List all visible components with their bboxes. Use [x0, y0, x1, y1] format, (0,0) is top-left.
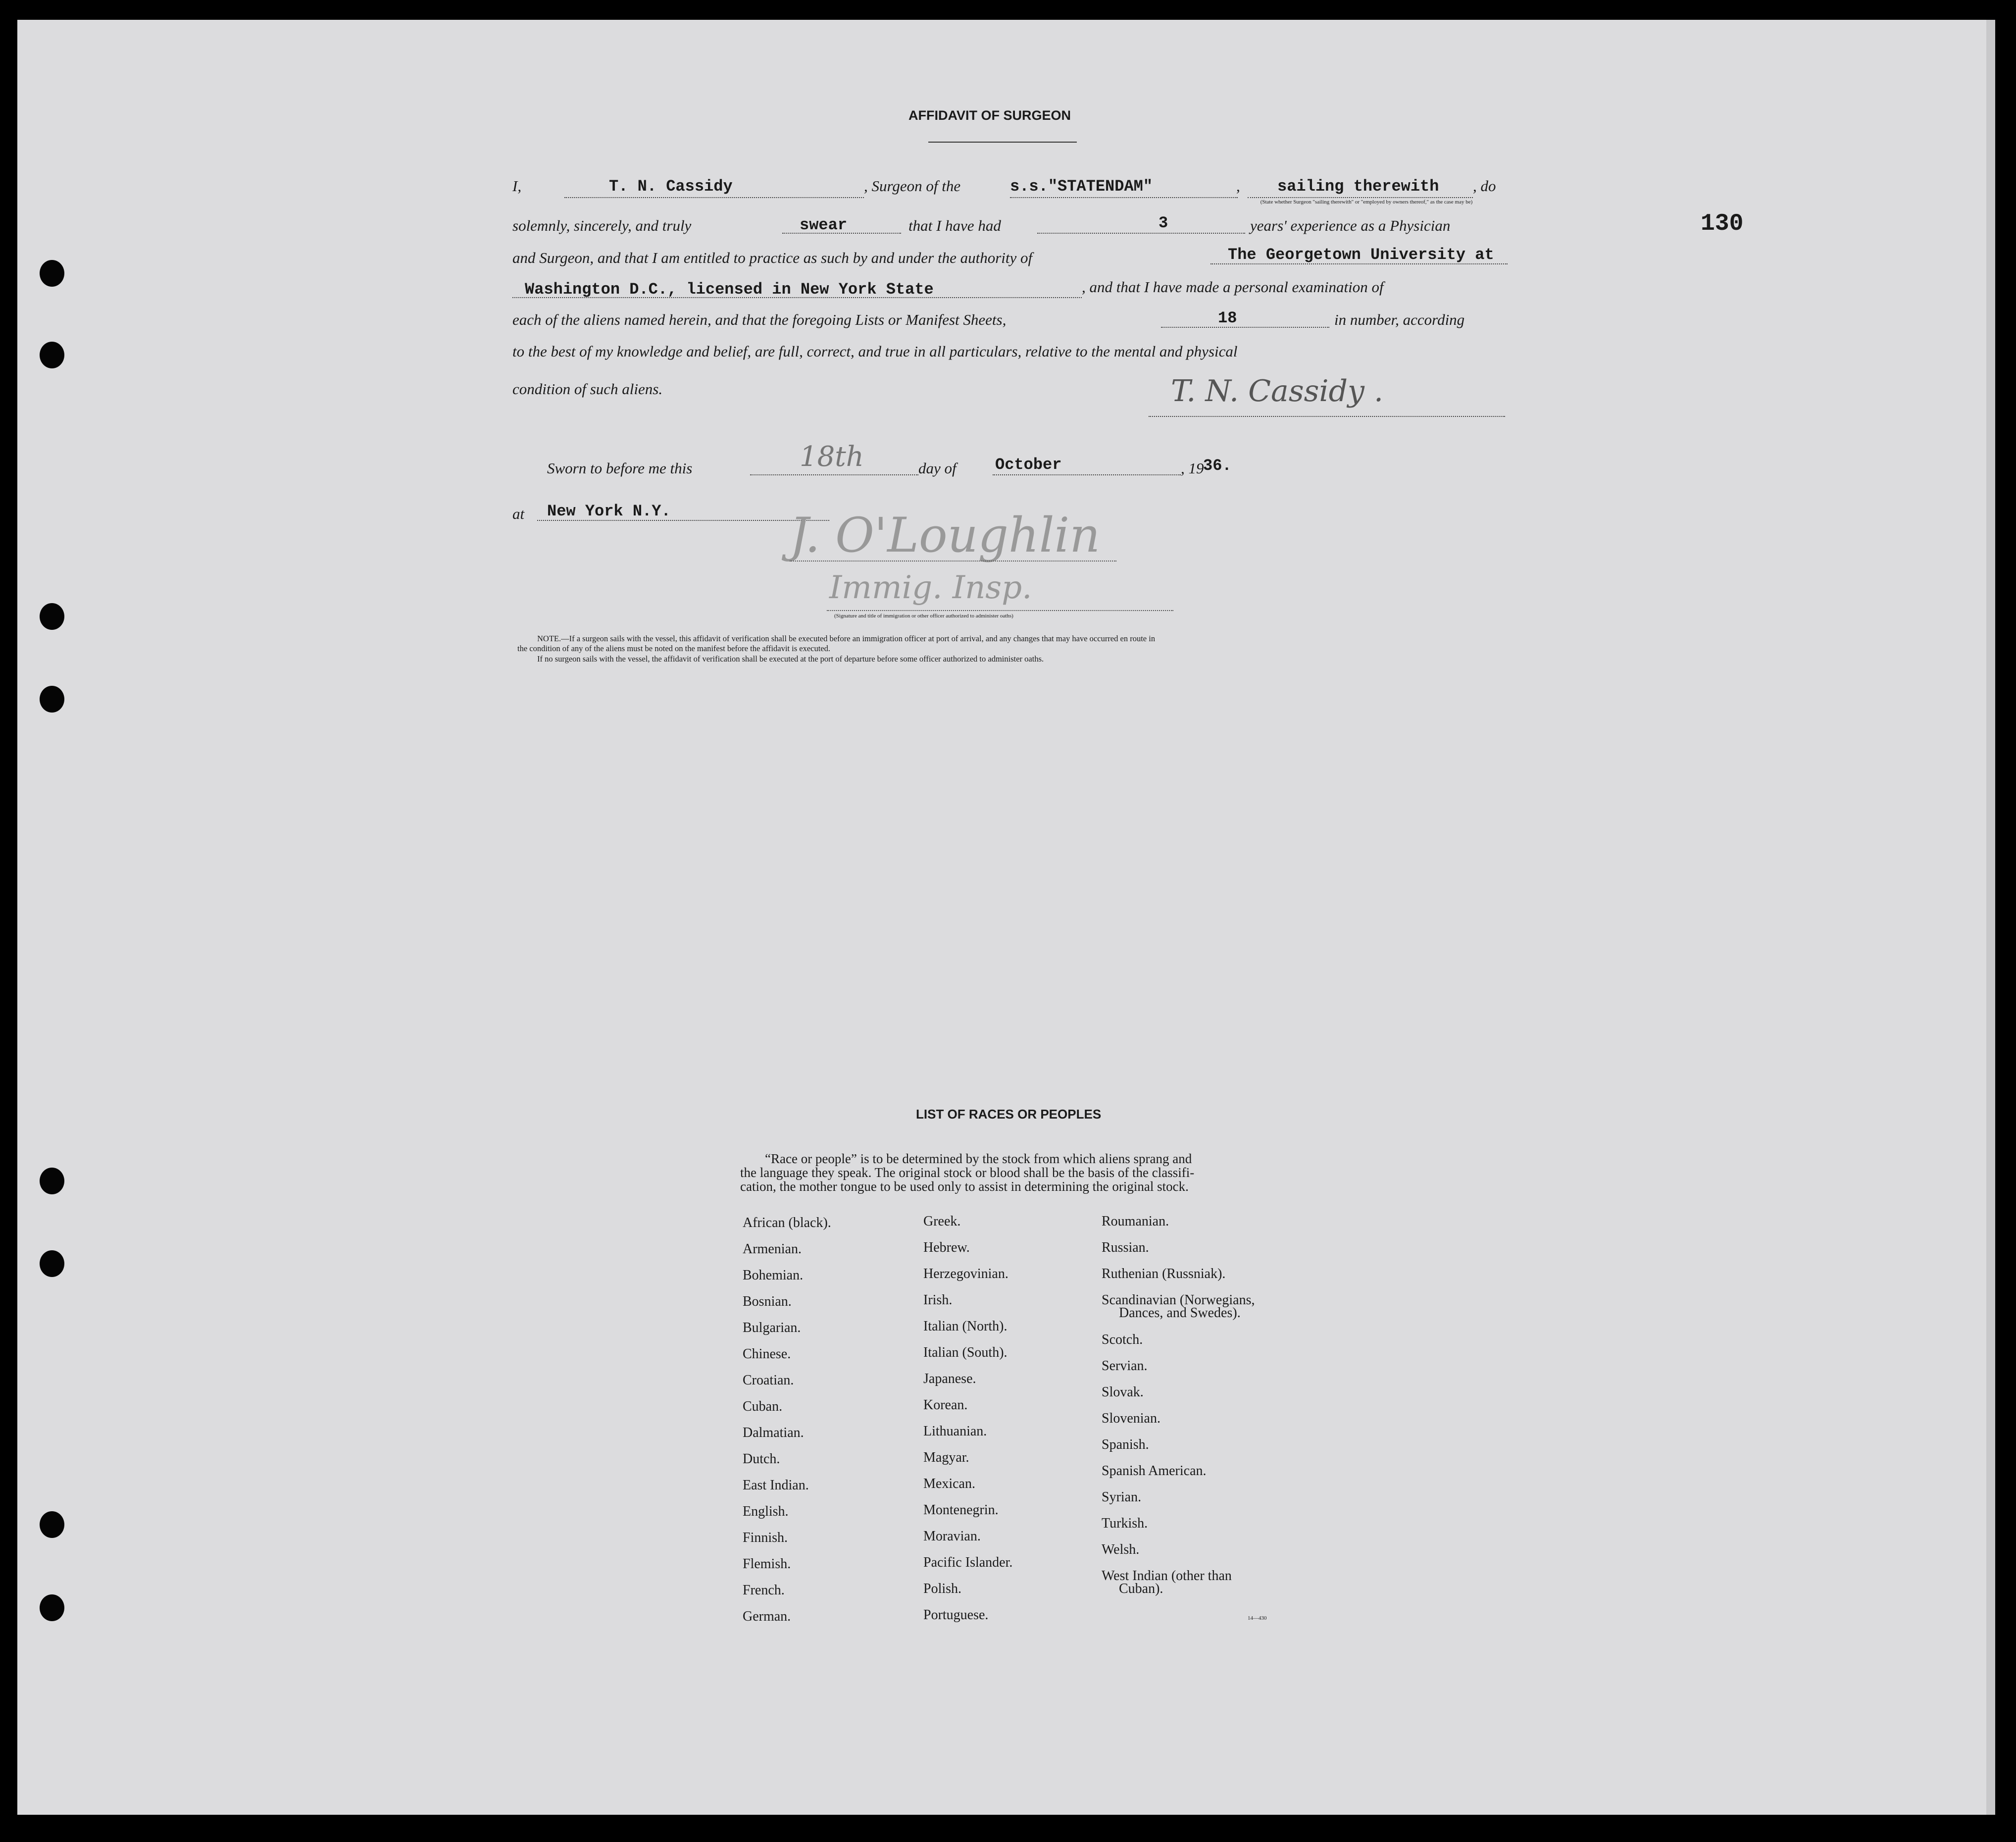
signature-line [1149, 416, 1505, 417]
race-item: Roumanian. [1102, 1214, 1169, 1229]
text-at: at [512, 505, 525, 522]
race-item: Bosnian. [743, 1294, 792, 1309]
punch-hole [40, 686, 64, 713]
race-item: Magyar. [923, 1450, 969, 1465]
race-item: Herzegovinian. [923, 1266, 1008, 1281]
text-personal-examination: , and that I have made a personal examination of [1082, 278, 1384, 296]
race-item: Hebrew. [923, 1240, 970, 1255]
race-item: Pacific Islander. [923, 1555, 1013, 1570]
races-intro-3: cation, the mother tongue to be used only to assist in determining the original stock. [740, 1179, 1189, 1194]
race-item: Cuban). [1119, 1581, 1163, 1596]
race-item: Scandinavian (Norwegians, [1102, 1292, 1255, 1308]
officer-signature: J. O'Loughlin [790, 508, 1101, 563]
text-sworn: Sworn to before me this [547, 460, 693, 477]
race-item: Portuguese. [923, 1607, 989, 1623]
manifest-page [17, 20, 1995, 1815]
page-number: 130 [1701, 210, 1744, 237]
race-item: Servian. [1102, 1358, 1148, 1374]
race-item: Italian (South). [923, 1345, 1008, 1360]
sworn-month: October [995, 456, 1062, 474]
years-experience: 3 [1159, 214, 1168, 232]
race-item: Spanish American. [1102, 1463, 1207, 1479]
races-intro-1: “Race or people” is to be determined by the stock from which aliens sprang and [765, 1151, 1192, 1166]
note-line-3: If no surgeon sails with the vessel, the affidavit of verification shall be executed at the port of departure before some officer authorized to administer oaths. [537, 654, 1044, 664]
race-item: Dances, and Swedes). [1119, 1305, 1241, 1321]
race-item: Welsh. [1102, 1542, 1140, 1557]
race-item: Bohemian. [743, 1268, 804, 1283]
race-item: Russian. [1102, 1240, 1149, 1255]
punch-hole [40, 1594, 64, 1621]
text-each-alien: each of the aliens named herein, and that the foregoing Lists or Manifest Sheets, [512, 311, 1007, 328]
text-19: , 19 [1181, 460, 1204, 477]
race-item: Flemish. [743, 1556, 791, 1572]
title-rule [928, 142, 1077, 143]
race-item: Scotch. [1102, 1332, 1143, 1347]
blank-line [1161, 327, 1329, 328]
races-intro-2: the language they speak. The original stock or blood shall be the basis of the classifi- [740, 1165, 1195, 1180]
race-item: Finnish. [743, 1530, 788, 1545]
race-item: Irish. [923, 1292, 953, 1308]
note-line-1: NOTE.—If a surgeon sails with the vessel, this affidavit of verification shall be executed before an immigration officer at port of arrival, and any changes that may have occurred en route in [537, 634, 1156, 643]
punch-hole [40, 1168, 64, 1194]
race-item: English. [743, 1504, 789, 1519]
race-item: French. [743, 1583, 785, 1598]
punch-hole [40, 342, 64, 368]
sheet-count: 18 [1218, 309, 1237, 327]
text-do: , do [1473, 177, 1496, 195]
surgeon-name: T. N. Cassidy [609, 177, 733, 196]
race-item: Montenegrin. [923, 1502, 999, 1518]
text-day-of: day of [918, 460, 957, 477]
vessel-name: s.s."STATENDAM" [1010, 177, 1153, 196]
race-item: West Indian (other than [1102, 1568, 1232, 1584]
race-item: Dutch. [743, 1451, 780, 1467]
race-item: Cuban. [743, 1399, 783, 1414]
text-best-of-knowledge: to the best of my knowledge and belief, are full, correct, and true in all particulars, relative to the mental and physical [512, 343, 1238, 360]
race-item: German. [743, 1609, 791, 1624]
officer-caption: (Signature and title of immigration or other officer authorized to administer oaths) [834, 613, 1013, 619]
officer-title-line [827, 610, 1173, 611]
blank-line [1037, 233, 1245, 234]
text-in-number: in number, according [1334, 311, 1465, 328]
race-item: Mexican. [923, 1476, 975, 1491]
note-line-2: the condition of any of the aliens must be noted on the manifest before the affidavit is executed. [517, 644, 831, 653]
blank-line [1248, 197, 1473, 198]
form-number: 14—430 [1248, 1615, 1267, 1621]
text-i: I, [512, 177, 522, 195]
race-item: Moravian. [923, 1529, 981, 1544]
race-item: Lithuanian. [923, 1424, 987, 1439]
sailing-note: (State whether Surgeon "sailing therewith" or "employed by owners thereof," as the case may be) [1260, 199, 1473, 205]
blank-line [564, 197, 864, 198]
page-edge [1986, 20, 1995, 1815]
race-item: Japanese. [923, 1371, 976, 1386]
race-item: East Indian. [743, 1478, 809, 1493]
text-condition: condition of such aliens. [512, 380, 663, 398]
text-and-surgeon: and Surgeon, and that I am entitled to practice as such by and under the authority of [512, 249, 1033, 266]
race-item: Korean. [923, 1397, 968, 1413]
blank-line [750, 474, 918, 475]
races-title: LIST OF RACES OR PEOPLES [916, 1107, 1102, 1122]
race-item: Syrian. [1102, 1489, 1142, 1505]
text-surgeon-of: , Surgeon of the [864, 177, 961, 195]
race-item: Italian (North). [923, 1319, 1008, 1334]
race-item: Chinese. [743, 1346, 791, 1362]
punch-hole [40, 1511, 64, 1538]
race-item: Turkish. [1102, 1516, 1148, 1531]
authority-line-1: The Georgetown University at [1228, 246, 1494, 264]
race-item: Spanish. [1102, 1437, 1149, 1452]
surgeon-signature: T. N. Cassidy . [1171, 374, 1384, 409]
race-item: African (black). [743, 1215, 831, 1230]
officer-title: Immig. Insp. [829, 569, 1032, 606]
sworn-year: 36. [1203, 457, 1232, 475]
race-item: Slovenian. [1102, 1411, 1160, 1426]
punch-hole [40, 260, 64, 287]
affidavit-title: AFFIDAVIT OF SURGEON [908, 108, 1071, 123]
text-years-experience: years' experience as a Physician [1250, 217, 1451, 234]
text-comma: , [1236, 177, 1240, 195]
text-solemnly: solemnly, sincerely, and truly [512, 217, 692, 234]
race-item: Slovak. [1102, 1384, 1144, 1400]
sworn-place: New York N.Y. [547, 502, 671, 520]
oath-word: swear [800, 216, 848, 234]
text-that-i-have-had: that I have had [908, 217, 1001, 234]
authority-line-2: Washington D.C., licensed in New York State [525, 280, 934, 299]
sworn-day: 18th [800, 441, 864, 473]
punch-hole [40, 603, 64, 630]
race-item: Dalmatian. [743, 1425, 804, 1440]
race-item: Polish. [923, 1581, 962, 1596]
race-item: Croatian. [743, 1373, 794, 1388]
race-item: Armenian. [743, 1241, 802, 1257]
officer-signature-line [790, 561, 1116, 562]
blank-line [993, 474, 1181, 475]
race-item: Ruthenian (Russniak). [1102, 1266, 1226, 1281]
race-item: Greek. [923, 1214, 961, 1229]
punch-hole [40, 1250, 64, 1277]
sailing-status: sailing therewith [1277, 177, 1439, 196]
race-item: Bulgarian. [743, 1320, 801, 1335]
blank-line [1010, 197, 1238, 198]
